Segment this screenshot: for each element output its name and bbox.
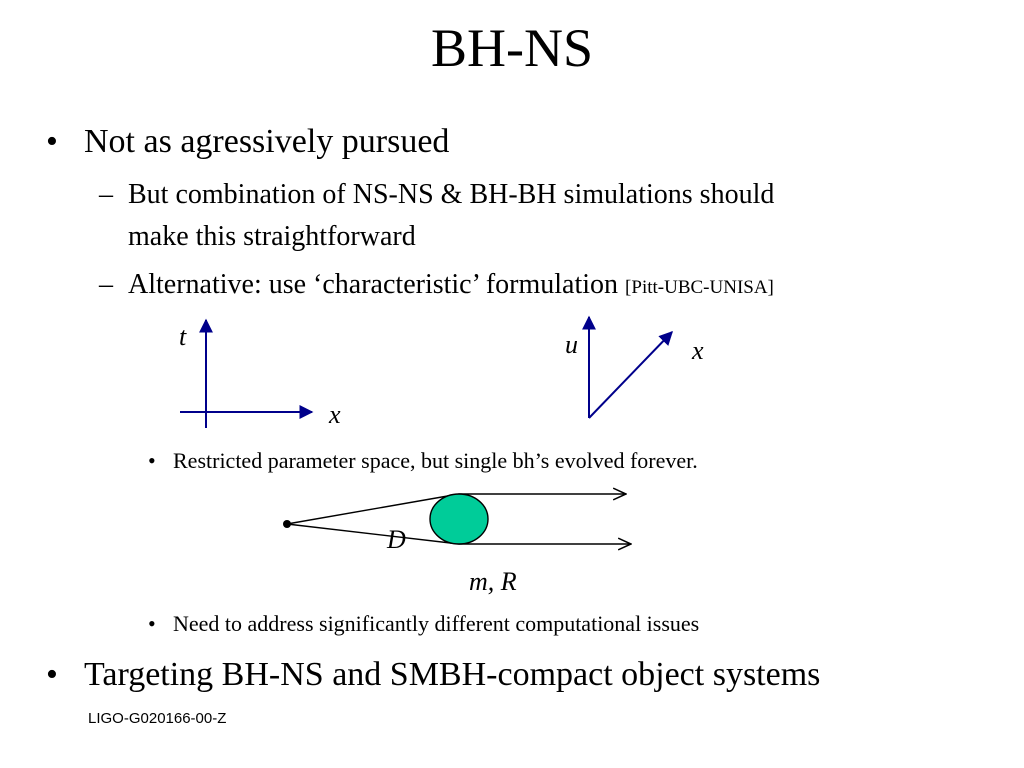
x-diagonal-axis-line: [589, 332, 672, 418]
footer-document-id: LIGO-G020166-00-Z: [88, 710, 227, 727]
bullet-marker: •: [46, 656, 58, 693]
characteristic-formulation-text: Alternative: use ‘characteristic’ formulation: [128, 269, 626, 300]
pitt-ubc-unisa-reference: [Pitt-UBC-UNISA]: [625, 277, 774, 298]
sub-bullet-combination-line-2: make this straightforward: [128, 221, 416, 252]
dash-marker: –: [99, 179, 113, 210]
bullet-targeting-bh-ns: Targeting BH-NS and SMBH-compact object systems: [84, 656, 821, 693]
mass-radius-label: m, R: [469, 567, 517, 596]
bullet-marker: •: [148, 448, 156, 473]
orbit-diagram: [283, 494, 631, 544]
slide-title: BH-NS: [430, 18, 594, 78]
characteristic-axes-diagram: [589, 317, 672, 418]
bullet-marker: •: [46, 123, 58, 160]
sub-bullet-combination-line-1: But combination of NS-NS & BH-BH simulations should: [128, 179, 775, 210]
sub-sub-bullet-restricted-parameter-space: Restricted parameter space, but single bh’s evolved forever.: [173, 448, 698, 473]
bullet-not-as-agressively-pursued: Not as agressively pursued: [84, 123, 450, 160]
bullet-marker: •: [148, 611, 156, 636]
dash-marker: –: [99, 269, 113, 300]
sub-sub-bullet-computational-issues: Need to address significantly different computational issues: [173, 611, 700, 636]
distance-label: D: [387, 525, 406, 554]
neutron-star-body: [430, 494, 488, 544]
black-hole-point: [283, 520, 291, 528]
x-axis-label: x: [329, 400, 341, 429]
t-axis-label: t: [179, 322, 187, 351]
x-diagonal-axis-label: x: [692, 336, 704, 365]
u-axis-label: u: [565, 330, 578, 359]
cauchy-axes-diagram: [180, 320, 312, 428]
